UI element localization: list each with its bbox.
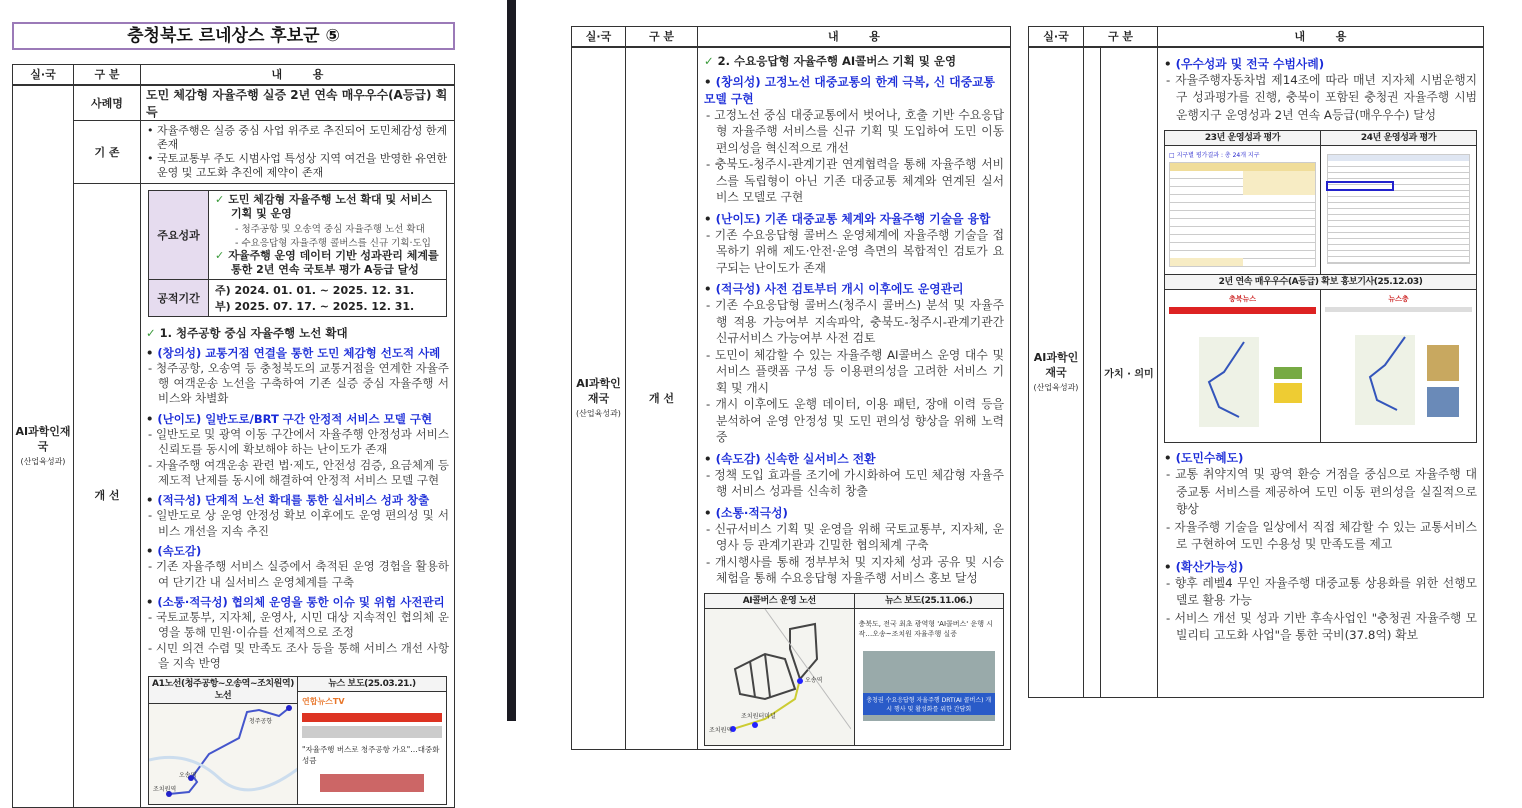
news-screenshot [298,692,446,792]
header-category: 구 분 [74,65,141,85]
figure-table [704,593,1004,746]
org-name: AI과학인재국 [1033,350,1079,379]
period-sub: 부) 2025. 07. 17. ~ 2025. 12. 31. [215,299,415,313]
org-sub: (산업육성과) [20,456,66,466]
item-heading: • (속도감) 신속한 실서비스 전환 [704,450,1004,467]
org-sub: (산업육성과) [576,408,621,418]
item-heading: • (적극성) 사전 검토부터 개시 이후에도 운영관리 [704,280,1004,297]
item-heading: • (창의성) 교통거점 연결을 통한 도민 체감형 선도적 사례 [146,345,449,361]
item-line: - 기존 수요응답형 콜버스 운영체계에 자율주행 기술을 접목하기 위해 제도·안전·운영 측면의 복합적인 검토가 요구되는 난이도가 존재 [704,227,1004,277]
figure-table [1164,130,1477,443]
item-line: - 일반도로 및 광역 이동 구간에서 자율주행 안정성과 서비스 신뢰도를 동시에 확보해야 하는 난이도가 존재 [146,427,449,458]
item-heading: • (도민수혜도) [1164,449,1477,466]
page2-table [571,26,1011,750]
header-content: 내 용 [698,27,1011,47]
news-screenshot [1321,290,1476,442]
figure-caption: 2년 연속 매우우수(A등급) 확보 홍보기사(25.12.03) [1165,275,1476,290]
item-heading: • (난이도) 기존 대중교통 체계와 자율주행 기술을 융합 [704,210,1004,227]
item-heading: • (확산가능성) [1164,558,1477,575]
header-content: 내 용 [141,65,455,85]
news-headline: "자율주행 버스로 청주공항 가요"…대중화 성큼 [302,744,440,765]
improve-content [698,47,1011,750]
period-main: 주) 2024. 01. 01. ~ 2025. 12. 31. [215,283,415,297]
period-label: 공적기간 [149,280,209,316]
check-icon: ✓ [704,53,714,68]
item-line: - 서비스 개선 및 성과 기반 후속사업인 "충청권 자율주행 모빌리티 고도화 사업"을 통한 국비(37.8억) 확보 [1164,610,1477,645]
org-cell [1029,47,1084,698]
value-content [1158,47,1484,698]
item-list [704,73,1004,587]
figure-caption: AI콜버스 운영 노선 [705,594,854,609]
item-line: - 기존 자율주행 서비스 실증에서 축적된 운영 경험을 활용하여 단기간 내 실서비스 운영체계를 구축 [146,559,449,590]
header-category: 구 분 [626,27,698,47]
achievement-sub: - 수요응답형 자율주행 콜버스를 신규 기획·도입 [235,237,431,249]
item-line: - 향후 레벨4 무인 자율주행 대중교통 상용화를 위한 선행모델로 활용 가능 [1164,575,1477,610]
page-separator [507,0,516,721]
stop-label: 오송역 [179,771,197,779]
item-line: - 개시행사를 통해 정부부처 및 지자체 성과 공유 및 시승체험을 통해 수요응답형 자율주행 서비스 홍보 달성 [704,554,1004,587]
item-line: - 자율주행 여객운송 관련 법·제도, 안전성 검증, 요금체계 등 제도적 난제를 동시에 해결하여 안정적 서비스 모델 구현 [146,458,449,489]
item-line: - 충북도-청주시-관계기관 연계협력을 통해 자율주행 서비스를 독립형이 아닌 기존 대중교통 체계와 연계된 실서비스 모델로 구현 [704,156,1004,206]
check-icon: ✓ [215,192,225,206]
item-heading: • (적극성) 단계적 노선 확대를 통한 실서비스 성과 창출 [146,492,449,508]
header-org: 실·국 [1029,27,1084,47]
news-brand: 연합뉴스TV [302,696,345,706]
route-map-icon [1169,317,1309,427]
achievements [209,191,446,279]
item-heading: • (소통·적극성) [704,504,1004,521]
item-list [146,345,449,672]
existing-bullet: • 국토교통부 주도 시범사업 특성상 지역 여건을 반영한 유연한 운영 및 고도화 추진에 제약이 존재 [147,151,448,179]
item-heading: • (속도감) [146,543,449,559]
news-headline: 충북도, 전국 최초 광역형 'AI콜버스' 운행 시작…오송~조치원 자율주행 실증 [858,619,993,638]
item-list [1164,55,1477,125]
empty-cell [1084,47,1101,698]
figure-caption: 23년 운영성과 평가 [1165,131,1320,146]
eval-table-23 [1165,146,1320,274]
news-brand: 충북뉴스 [1228,295,1257,303]
section-title: 2. 수요응답형 자율주행 AI콜버스 기획 및 운영 [717,53,957,68]
stop-label: 청주공항 [249,717,273,725]
existing-content [141,120,455,183]
org-name: AI과학인재국 [576,376,621,405]
eval-table-24 [1321,146,1476,274]
figure-caption: A1노선(청주공항~오송역~조치원역) 노선 [149,677,297,704]
header-category: 구 분 [1084,27,1158,47]
item-line: - 일반도로 상 운영 안정성 확보 이후에도 운영 편의성 및 서비스 개선을 지속 추진 [146,508,449,539]
achievement-title [215,249,440,277]
item-line: - 개시 이후에도 운행 데이터, 이용 패턴, 장애 이력 등을 분석하여 운영 안정성 및 도민 편의성 향상을 위해 노력 중 [704,396,1004,446]
case-title: 도민 체감형 자율주행 실증 2년 연속 매우우수(A등급) 획득 [141,85,455,121]
achievement-sub: - 청주공항 및 오송역 중심 자율주행 노선 확대 [235,223,425,235]
improve-label: 개 선 [74,183,141,807]
org-sub: (산업육성과) [1033,382,1079,392]
route-map [149,704,297,804]
org-cell [13,85,74,808]
header-org: 실·국 [13,65,74,85]
item-line: - 시민 의견 수렴 및 만족도 조사 등을 통해 서비스 개선 사항을 지속 반영 [146,641,449,672]
case-label: 사례명 [74,85,141,121]
item-line: - 청주공항, 오송역 등 충청북도의 교통거점을 연계한 자율주행 여객운송 노선을 구축하여 기존 실증 중심 자율주행 서비스와 차별화 [146,361,449,407]
news-banner: 충청권 수요응답형 자율주행 DRT(AI 콜버스) 개시 행사 및 활성화를 위한 간담회 [863,693,996,715]
header-content: 내 용 [1158,27,1484,47]
existing-label: 기 존 [74,120,141,183]
item-line: - 자율주행 기술을 일상에서 직접 체감할 수 있는 교통서비스로 구현하여 도민 수용성 및 만족도를 제고 [1164,519,1477,554]
check-icon: ✓ [146,325,156,340]
section-title: 1. 청주공항 중심 자율주행 노선 확대 [159,325,348,340]
stop-label: 조치원터미널 [741,712,776,720]
stop-label: 조치원역 [153,785,177,793]
news-brand: 뉴스충 [1388,295,1409,303]
item-line: - 정책 도입 효과를 조기에 가시화하여 도민 체감형 자율주행 서비스 성과를 신속히 창출 [704,467,1004,500]
existing-bullet: • 자율주행은 실증 중심 사업 위주로 추진되어 도민체감성 한계 존재 [147,123,448,151]
news-screenshot [1165,290,1321,442]
check-icon: ✓ [215,248,225,262]
route-map-icon [1325,315,1465,425]
figure-table [148,676,447,805]
document-title: 충청북도 르네상스 후보군 ⑤ [12,22,455,50]
item-heading: • (우수성과 및 전국 수범사례) [1164,55,1477,72]
page3-table [1028,26,1484,698]
item-line: - 기존 수요응답형 콜버스(청주시 콜버스) 분석 및 자율주행 적용 가능여부 지속파악, 충북도-청주시-관계기관간 신규서비스 가능여부 사전 검토 [704,297,1004,347]
page1-table [12,64,455,808]
category-label: 개 선 [626,47,698,750]
item-heading: • (소통·적극성) 협의체 운영을 통한 이슈 및 위험 사전관리 [146,594,449,610]
header-org: 실·국 [572,27,626,47]
achievement-title [215,193,440,221]
item-line: - 교통 취약지역 및 광역 환승 거점을 중심으로 자율주행 대중교통 서비스를 제공하여 도민 이동 편의성을 실질적으로 향상 [1164,466,1477,519]
item-line: - 국토교통부, 지자체, 운영사, 시민 대상 지속적인 협의체 운영을 통해 민원·이슈를 선제적으로 조정 [146,610,449,641]
org-name: AI과학인재국 [15,424,71,453]
item-line: - 신규서비스 기획 및 운영을 위해 국토교통부, 지자체, 운영사 등 관계기관과 긴밀한 협의체계 구축 [704,521,1004,554]
achievement-text: 도민 체감형 자율주행 노선 확대 및 서비스 기획 및 운영 [228,192,432,220]
item-list [1164,449,1477,645]
figure-caption: 24년 운영성과 평가 [1321,131,1476,146]
item-line: - 고정노선 중심 대중교통에서 벗어나, 호출 기반 수요응답형 자율주행 서비스를 신규 기획 및 도입하여 도민 이동 편의성을 혁신적으로 개선 [704,107,1004,157]
table-note: □ 지구별 평가결과 : 총 24개 지구 [1169,152,1260,159]
achievement-text: 자율주행 운영 데이터 기반 성과관리 체계를 통한 2년 연속 국토부 평가 A등급 달성 [228,248,439,276]
route-map [705,609,854,745]
category-label: 가치 · 의미 [1101,47,1158,698]
item-heading: • (난이도) 일반도로/BRT 구간 안정적 서비스 모델 구현 [146,411,449,427]
improve-content [141,183,455,807]
figure-caption: 뉴스 보도(25.11.06.) [855,594,1004,609]
stop-label: 조치원역 [709,726,733,734]
figure-caption: 뉴스 보도(25.03.21.) [298,677,446,692]
news-screenshot [855,609,1004,745]
item-line: - 도민이 체감할 수 있는 자율주행 AI콜버스 운영 대수 및 서비스 플랫폼 구성 등 이용편의성을 고려한 서비스 기획 및 개시 [704,347,1004,397]
achieve-label: 주요성과 [149,191,209,279]
org-cell [572,47,626,750]
stop-label: 오송역 [805,676,823,684]
item-line: - 자율주행자동차법 제14조에 따라 매년 지자체 시범운행지구 성과평가를 진행, 충북이 포함된 충청권 자율주행 시범운행지구 운영성과 2년 연속 A등급(매우우수) 달성 [1164,72,1477,125]
summary-box [148,190,447,317]
item-heading: • (창의성) 고정노선 대중교통의 한계 극복, 신 대중교통 모델 구현 [704,73,1004,107]
